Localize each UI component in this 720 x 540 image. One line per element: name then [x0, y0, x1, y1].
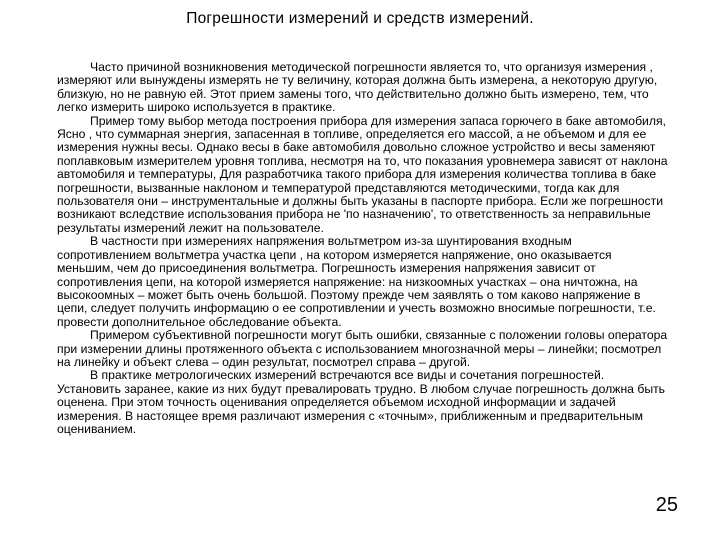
paragraph-fuel-gauge-example: Пример тому выбор метода построения прибора для измерения запаса горючего в баке автомобиля, Ясно , что суммарная энергия, запасенная в топливе, определяется его массой, а не объемом и для ее измерения нужны весы. Однако весы в баке автомобиля довольно сложное устройство и весы заменяют поплавковым измерителем уровня топлива, несмотря на то, что показания уровнемера зависят от наклона автомобиля и температуры, Для разработчика такого прибора для измерения количества топлива в баке погрешности, вызванные наклоном и температурой представляются методическими, тогда как для пользователя они – инструментальные и должны быть указаны в паспорте прибора. Если же погрешности возникают вследствие использования прибора не 'по назначению', то ответственность за неправильные результаты измерений лежит на пользователе.	[57, 113, 668, 235]
paragraph-methodical-error: Часто причиной возникновения методической погрешности является то, что организуя измерения , измеряют или вынуждены измерять не ту величину, которая должна быть измерена, а некоторую другую, близкую, но не равную ей. Этот прием замены того, что действительно должно быть измерено, тем, что легко измерить широко используется в практике.	[57, 60, 658, 115]
paragraph-subjective-error: Примером субъективной погрешности могут быть ошибки, связанные с положении головы оператора при измерении длины протяженного объекта с использованием многозначной меры – линейки; посмотрел на линейку и объект слева – один результат, посмотрел справа – другой.	[57, 328, 668, 369]
paragraph-metrology-practice: В практике метрологических измерений встречаются все виды и сочетания погрешностей. Установить заранее, какие из них будут превалировать трудно. В любом случае погрешность должна быть оценена. При этом точность оценивания определяется объемом исходной информации и задачей измерения. В настоящее время различают измерения с «точным», приближенным и предварительным оцениванием.	[57, 368, 666, 436]
slide-body-text	[57, 61, 669, 436]
page-number: 25	[655, 494, 678, 516]
paragraph-voltmeter-example: В частности при измерениях напряжения вольтметром из-за шунтирования входным сопротивлением вольтметра участка цепи , на котором измеряется напряжение, оно оказывается меньшим, чем до присоединения вольтметра. Погрешность измерения напряжения зависит от сопротивления цепи, на которой измеряется напряжение: на низкоомных участках – она ничтожна, на высокоомных – может быть очень большой. Поэтому прежде чем заявлять о том каково напряжение в цепи, следует получить информацию о ее сопротивлении и учесть возможно вносимые погрешности, т.е. провести дополнительное обследование объекта.	[57, 234, 656, 329]
slide-title: Погрешности измерений и средств измерений.	[186, 10, 534, 27]
